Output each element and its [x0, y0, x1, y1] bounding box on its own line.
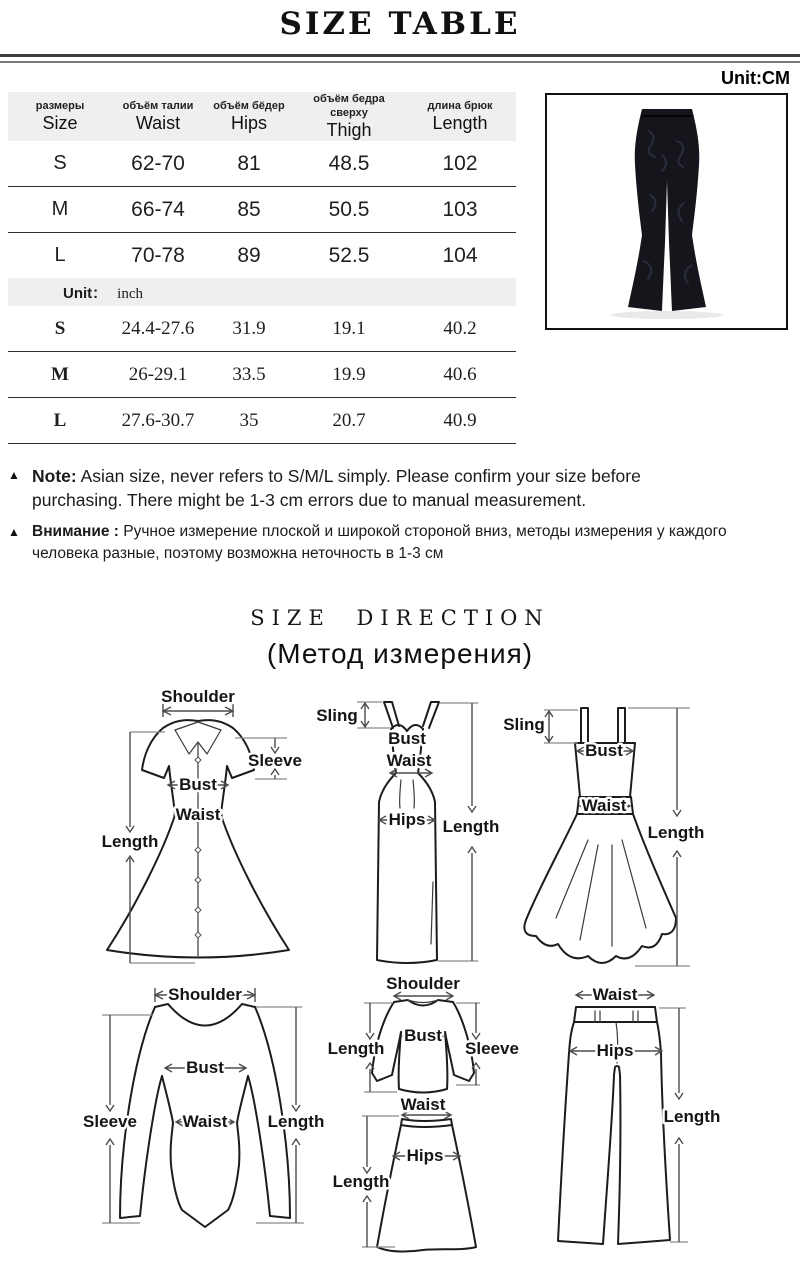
divider-thick: [0, 54, 800, 57]
note-english-text: [32, 464, 680, 512]
size-direction-title: SIZE DIRECTION: [250, 606, 550, 630]
note-english: [8, 464, 680, 512]
table-cell: 27.6-30.7: [112, 398, 204, 444]
table-cell: 89: [237, 243, 261, 267]
table-cell: 19.9: [294, 352, 404, 398]
table-cell: 33.5: [204, 352, 294, 398]
label-hips: Hips: [406, 1146, 444, 1165]
size-row-inch-l: [8, 398, 516, 444]
table-cell: S: [8, 141, 112, 187]
table-cell: 48.5: [294, 141, 404, 187]
note-label: Внимание :: [32, 523, 119, 540]
column-header-waist: [112, 92, 204, 141]
label-sling: Sling: [503, 715, 545, 734]
label-waist: Waist: [182, 1112, 228, 1131]
column-header-hips: [204, 92, 294, 141]
divider-thin: [0, 61, 800, 63]
label-length: Length: [442, 817, 500, 836]
column-header-thigh: [294, 92, 404, 141]
label-hips: Hips: [596, 1041, 634, 1060]
table-cell: 26-29.1: [112, 352, 204, 398]
table-cell: 85: [204, 187, 294, 233]
measure-arrows: [102, 988, 304, 1223]
label-hips: Hips: [388, 810, 426, 829]
label-waist: Waist: [175, 805, 221, 824]
label-waist: Waist: [386, 751, 432, 770]
label-length: Length: [332, 1172, 390, 1191]
table-cell: L: [54, 244, 66, 266]
table-cell: 66-74: [112, 187, 204, 233]
label-waist: Waist: [592, 985, 638, 1004]
label-shoulder: Shoulder: [386, 975, 460, 993]
label-length: Length: [647, 823, 705, 842]
table-cell: 31.9: [204, 306, 294, 352]
note-text: Asian size, never refers to S/M/L simply. Please confirm your size before purchasing. There might be 1-3 cm errors due to manual measurement.: [32, 466, 641, 510]
header-row: [8, 92, 516, 141]
label-bust: Bust: [186, 1058, 224, 1077]
note-text: Ручное измерение плоской и широкой стороной вниз, методы измерения у каждого человека разные, поэтому возможна неточность в 1-3 см: [32, 523, 727, 562]
size-row-cm-l: [8, 233, 516, 279]
label-bust: Bust: [388, 729, 426, 748]
diagram-shirt-dress: [75, 682, 305, 967]
table-cell: 20.7: [294, 398, 404, 444]
column-header-ru: объём бёдер: [213, 100, 285, 112]
table-cell: 40.2: [404, 306, 516, 352]
product-photo-flare-pants: [592, 103, 742, 321]
unit-inch-label: Unit：: [63, 284, 108, 302]
table-cell: 52.5: [328, 243, 370, 267]
column-header-en: Size: [42, 113, 78, 133]
size-row-cm-m: [8, 187, 516, 233]
size-direction-subtitle: (Метод измерения): [266, 638, 534, 669]
table-cell: 24.4-27.6: [112, 306, 204, 352]
label-length: Length: [101, 832, 159, 851]
table-cell: 70-78: [131, 243, 185, 267]
table-cell: 103: [404, 187, 516, 233]
product-photo-frame: [545, 93, 788, 330]
size-table: [8, 92, 516, 444]
column-header-en: Waist: [135, 113, 181, 133]
size-row-inch-m: [8, 352, 516, 398]
note-russian-text: [32, 521, 732, 565]
label-shoulder: Shoulder: [168, 985, 242, 1004]
size-row-cm-s: [8, 141, 516, 187]
label-sleeve: Sleeve: [465, 1039, 519, 1058]
label-waist: Waist: [581, 796, 627, 815]
label-shoulder: Shoulder: [161, 687, 235, 706]
label-sling: Sling: [316, 706, 358, 725]
column-header-ru: объём бедра сверху: [313, 93, 385, 119]
label-bust: Bust: [404, 1026, 442, 1045]
table-cell: 81: [204, 141, 294, 187]
label-bust: Bust: [585, 741, 623, 760]
column-header-ru: размеры: [35, 100, 85, 112]
table-cell: M: [8, 187, 112, 233]
column-header-size: [8, 92, 112, 141]
table-cell: L: [8, 398, 112, 444]
warning-triangle-icon: ▲: [8, 468, 20, 482]
diagram-top-and-skirt: [320, 975, 530, 1280]
label-sleeve: Sleeve: [248, 751, 302, 770]
label-length: Length: [663, 1107, 721, 1126]
note-russian: [8, 521, 732, 565]
label-length: Length: [267, 1112, 325, 1131]
table-cell: M: [8, 352, 112, 398]
table-cell: 50.5: [294, 187, 404, 233]
column-header-ru: длина брюк: [427, 100, 493, 112]
table-cell: 104: [442, 243, 478, 267]
size-row-inch-s: [8, 306, 516, 352]
page-title: SIZE TABLE: [279, 6, 521, 42]
table-cell: S: [8, 306, 112, 352]
unit-inch-band: [8, 278, 516, 306]
diagram-bodysuit: [70, 975, 325, 1280]
table-cell: 35: [204, 398, 294, 444]
table-cell: 19.1: [294, 306, 404, 352]
label-waist: Waist: [400, 1095, 446, 1114]
label-length: Length: [327, 1039, 385, 1058]
unit-inch-value: inch: [117, 285, 143, 302]
column-header-en: Hips: [230, 113, 267, 133]
diagram-strap-flare-dress: [500, 690, 755, 980]
table-cell: 40.9: [404, 398, 516, 444]
table-cell: 62-70: [112, 141, 204, 187]
label-sleeve: Sleeve: [83, 1112, 137, 1131]
table-cell: 102: [404, 141, 516, 187]
warning-triangle-icon: ▲: [8, 525, 20, 539]
column-header-ru: объём талии: [122, 100, 194, 112]
diagram-sling-dress: [315, 682, 500, 967]
unit-cm-label: Unit:CM: [721, 68, 790, 88]
column-header-en: Thigh: [326, 120, 372, 140]
column-header-length: [404, 92, 516, 141]
table-cell: 40.6: [404, 352, 516, 398]
note-label: Note:: [32, 466, 77, 486]
column-header-en: Length: [432, 113, 488, 133]
label-bust: Bust: [179, 775, 217, 794]
diagram-pants: [540, 975, 770, 1280]
